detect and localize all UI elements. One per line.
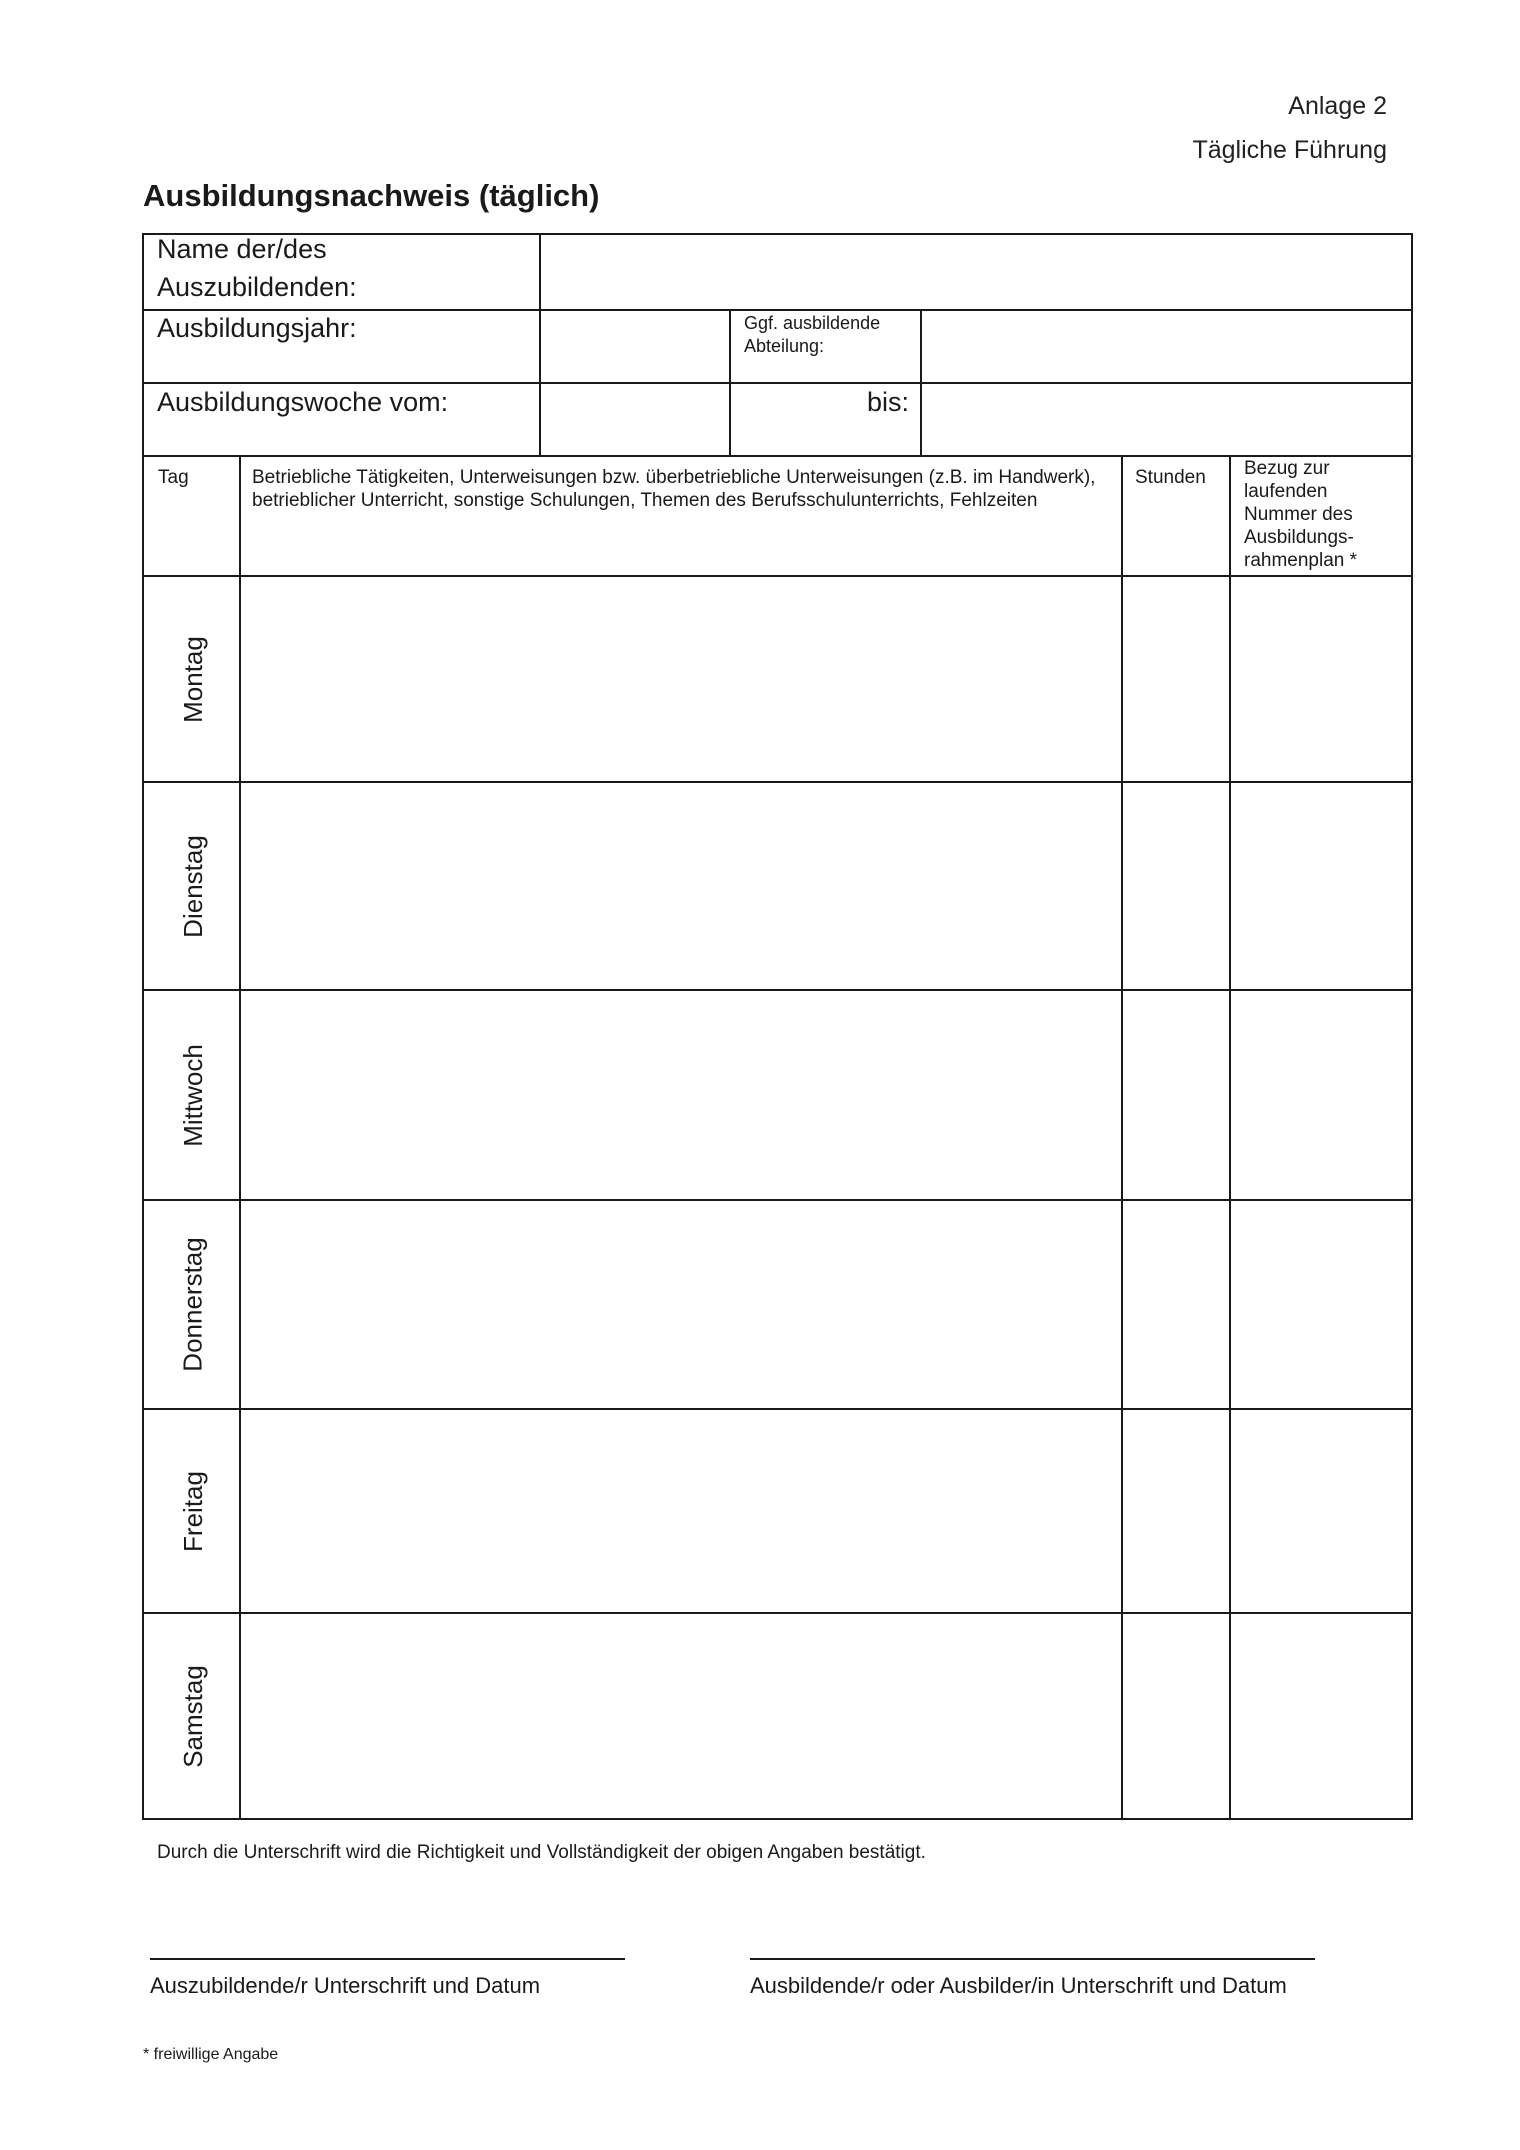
day-wednesday: Mittwoch <box>177 1043 208 1147</box>
day-saturday: Samstag <box>177 1664 208 1768</box>
name-label <box>157 230 357 306</box>
name-label-line2: Auszubildenden: <box>157 272 357 302</box>
day-thursday: Donnerstag <box>177 1237 208 1372</box>
activities-cell-wednesday[interactable] <box>241 991 1121 1199</box>
reference-cell-saturday[interactable] <box>1231 1614 1411 1818</box>
week-until-field[interactable] <box>922 384 1411 455</box>
reference-cell-monday[interactable] <box>1231 577 1411 781</box>
trainer-signature-line <box>750 1958 1315 1960</box>
mode-label: Tägliche Führung <box>1192 136 1387 164</box>
trainee-signature-label: Auszubildende/r Unterschrift und Datum <box>150 1973 541 1998</box>
annex-label: Anlage 2 <box>1288 92 1387 120</box>
day-tuesday: Dienstag <box>177 834 208 938</box>
day-monday: Montag <box>177 635 208 723</box>
week-until-label: bis: <box>866 387 909 417</box>
name-label-line1: Name der/des <box>157 234 327 264</box>
reference-cell-tuesday[interactable] <box>1231 783 1411 989</box>
trainer-signature-label: Ausbildende/r oder Ausbilder/in Unterschrift und Datum <box>750 1973 1287 1998</box>
col-day-header: Tag <box>158 467 189 488</box>
hours-cell-saturday[interactable] <box>1123 1614 1229 1818</box>
activities-cell-saturday[interactable] <box>241 1614 1121 1818</box>
trainee-signature-field[interactable] <box>150 1902 625 1958</box>
reference-cell-friday[interactable] <box>1231 1410 1411 1612</box>
week-from-field[interactable] <box>541 384 729 455</box>
activities-cell-friday[interactable] <box>241 1410 1121 1612</box>
hours-cell-friday[interactable] <box>1123 1410 1229 1612</box>
activities-cell-monday[interactable] <box>241 577 1121 781</box>
department-label-line1: Ggf. ausbildende <box>744 313 881 333</box>
department-field[interactable] <box>922 311 1411 382</box>
week-from-label: Ausbildungswoche vom: <box>157 387 449 417</box>
hours-cell-monday[interactable] <box>1123 577 1229 781</box>
reference-cell-wednesday[interactable] <box>1231 991 1411 1199</box>
page-title: Ausbildungsnachweis (täglich) <box>143 178 600 213</box>
trainer-signature-field[interactable] <box>750 1902 1315 1958</box>
activities-cell-thursday[interactable] <box>241 1201 1121 1408</box>
col-hours-header: Stunden <box>1135 467 1206 488</box>
year-field[interactable] <box>541 311 729 382</box>
hours-cell-tuesday[interactable] <box>1123 783 1229 989</box>
reference-cell-thursday[interactable] <box>1231 1201 1411 1408</box>
footnote: * freiwillige Angabe <box>143 2046 279 2063</box>
col-activities-header: Betriebliche Tätigkeiten, Unterweisungen bzw. überbetriebliche Unterweisungen (z.B. im Handwerk), betrieblicher Unterricht, sonstige Schulungen, Themen des Berufsschulunterrichts, Fehlzeiten <box>252 467 1096 511</box>
name-field[interactable] <box>541 235 1411 309</box>
department-label <box>744 312 880 358</box>
hours-cell-wednesday[interactable] <box>1123 991 1229 1199</box>
day-friday: Freitag <box>177 1470 208 1552</box>
hours-cell-thursday[interactable] <box>1123 1201 1229 1408</box>
confirmation-text: Durch die Unterschrift wird die Richtigkeit und Vollständigkeit der obigen Angaben bestätigt. <box>157 1842 926 1863</box>
trainee-signature-line <box>150 1958 625 1960</box>
col-reference-header: Bezug zur laufenden Nummer des Ausbildungs-rahmenplan * <box>1244 458 1358 571</box>
activities-cell-tuesday[interactable] <box>241 783 1121 989</box>
year-label: Ausbildungsjahr: <box>157 313 357 343</box>
department-label-line2: Abteilung: <box>744 336 825 356</box>
